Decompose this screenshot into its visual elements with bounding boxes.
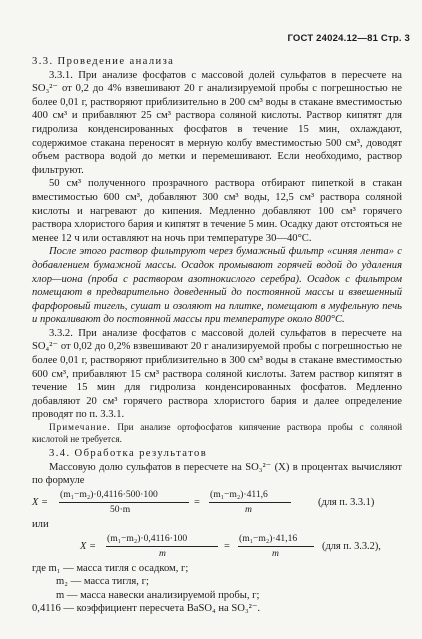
formula-2-den2: m: [272, 547, 279, 559]
note-text: При анализе ортофосфатов кипячение раствора пробы с соляной кислотой не требуется.: [32, 422, 402, 444]
paragraph-3-3-1: 3.3.1. При анализе фосфатов с массовой долей сульфатов в пересчете на SO₃²⁻ от 0,2 до 4% взвешивают 20 г анализируемой пробы с погрешностью не более 0,01 г, растворяют приблизительно в 200 см³ воды в стакане вместимостью 400 см³ и прибавляют 25 см³ раствора соляной кислоты. Раствор кипятят для гидролиза конденсированных фосфатов в течение 15 мин, охлаждают, содержимое стакана переносят в мерную колбу вместимостью 500 см³, доводят объем раствора водой до метки и перемешивают. Если необходимо, раствор фильтруют.: [32, 69, 402, 176]
formula-1: [32, 488, 402, 518]
formula-2-num1: (m₁−m₂)·0,4116·100: [107, 532, 188, 544]
where-line-3: m — масса навески анализируемой пробы, г;: [56, 589, 260, 601]
or-text: или: [32, 519, 49, 530]
formula-1-num1: (m₁−m₂)·0,4116·500·100: [60, 489, 158, 500]
formula-1-den2: m: [245, 504, 252, 515]
paragraph-3-4-intro: Массовую долю сульфатов в пересчете на SO₃²⁻ (X) в процентах вычисляют по формуле: [32, 461, 402, 487]
paragraph-3-3-2: 3.3.2. При анализе фосфатов с массовой долей сульфатов в пересчете на SO₄²⁻ от 0,02 до 0,2% взвешивают 20 г анализируемой пробы с погрешностью не более 0,01 г, растворяют приблизительно в 300 см³ воды в стакане вместимостью 600 см³, прибавляют 15 см³ раствора соляной кислоты. Затем раствор кипятят в течение 15 мин для гидролиза конденсированных фосфатов. Медленно добавляют 20 см³ горячего раствора хлористого бария и далее определение проводят по п. 3.3.1.: [32, 327, 402, 421]
formula-1-ref: (для п. 3.3.1): [318, 497, 375, 508]
formula-1-num2: (m₁−m₂)·411,6: [210, 489, 268, 500]
formula-2-ref: (для п. 3.3.2),: [322, 540, 381, 552]
formula-1-den1: 50·m: [110, 504, 131, 515]
where-line-2: m₂ — масса тигля, г;: [56, 576, 149, 588]
formula-2: [32, 532, 402, 562]
note-label: Примечание.: [49, 422, 111, 433]
formula-2-num2: (m₁−m₂)·41,16: [239, 532, 298, 544]
formula-2-lhs: X =: [80, 540, 96, 552]
note: [32, 422, 402, 445]
section-heading-3-4: 3.4. Обработка результатов: [49, 448, 208, 460]
document-body: [32, 55, 402, 616]
paragraph-3-3-1-c: После этого раствор фильтруют через бумажный фильтр «синяя лента» с добавлением бумажной массы. Осадок промывают горячей водой до удаления хлор—иона (проба с раствором азотнокислого серебра). Осадок с фильтром помещают в предварительно доведенный до постоянной массы и взвешенный фарфоровый тигель, сушат и озоляют на плитке, помещают в муфельную печь и прокаливают до постоянной массы при температуре около 800°С.: [32, 246, 402, 326]
formula-1-lhs: X =: [32, 497, 48, 508]
page-header: ГОСТ 24024.12—81 Стр. 3: [287, 33, 410, 44]
where-line-4: 0,4116 — коэффициент пересчета BaSO₄ на SO₃²⁻.: [32, 603, 261, 615]
paragraph-3-3-1-b: 50 см³ полученного прозрачного раствора отбирают пипеткой в стакан вместимостью 600 см³, добавляют 300 см³ воды, 12,5 см³ раствора соляной кислоты и нагревают до кипения. Медленно добавляют 100 см³ горячего раствора хлористого бария и кипятят в течение 5 мин. Осадку дают отстояться не менее 12 ч или оставляют на ночь при температуре 30—40°С.: [32, 178, 402, 244]
formula-2-eq: =: [224, 540, 230, 552]
formula-1-eq: =: [194, 497, 200, 508]
section-heading-3-3: 3.3. Проведение анализа: [32, 56, 175, 67]
where-line-1: где m₁ — масса тигля с осадком, г;: [32, 562, 189, 574]
formula-2-den1: m: [159, 547, 166, 559]
